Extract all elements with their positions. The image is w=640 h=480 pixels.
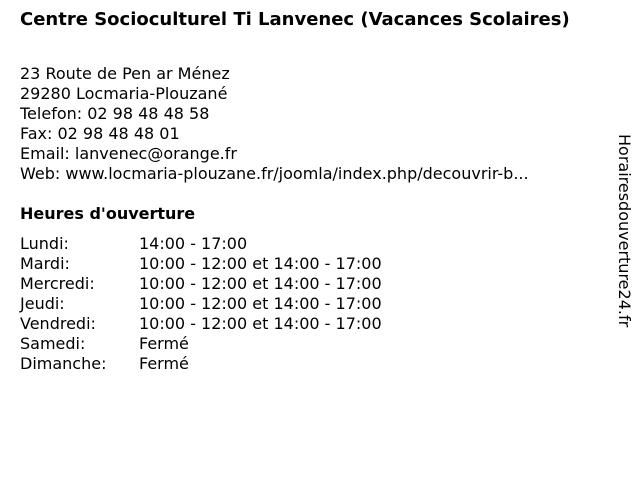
contact-block [20,64,600,184]
site-watermark-label: Horairesdouverture24.fr [615,134,634,328]
time-value: Fermé [139,354,189,373]
hours-row-friday [20,314,382,334]
time-value: 10:00 - 12:00 et 14:00 - 17:00 [139,274,382,293]
time-value: 10:00 - 12:00 et 14:00 - 17:00 [139,294,382,313]
hours-row-monday [20,234,382,254]
phone-line: Telefon: 02 98 48 48 58 [20,104,210,123]
day-label: Samedi: [20,334,86,353]
hours-row-sunday [20,354,382,374]
day-label: Jeudi: [20,294,65,313]
day-label: Lundi: [20,234,69,253]
hours-row-tuesday [20,254,382,274]
day-label: Vendredi: [20,314,96,333]
email-line: Email: lanvenec@orange.fr [20,144,237,163]
time-value: 10:00 - 12:00 et 14:00 - 17:00 [139,314,382,333]
hours-row-saturday [20,334,382,354]
hours-table [20,234,382,374]
hours-row-thursday [20,294,382,314]
fax-line: Fax: 02 98 48 48 01 [20,124,180,143]
day-label: Mercredi: [20,274,95,293]
time-value: 14:00 - 17:00 [139,234,248,253]
address-line-1: 23 Route de Pen ar Ménez [20,64,230,83]
address-line-2: 29280 Locmaria-Plouzané [20,84,228,103]
day-label: Mardi: [20,254,70,273]
page-title: Centre Socioculturel Ti Lanvenec (Vacances Scolaires) [20,9,570,30]
web-line: Web: www.locmaria-plouzane.fr/joomla/index.php/decouvrir-b... [20,164,529,183]
hours-heading: Heures d'ouverture [20,204,196,223]
time-value: 10:00 - 12:00 et 14:00 - 17:00 [139,254,382,273]
time-value: Fermé [139,334,189,353]
hours-row-wednesday [20,274,382,294]
day-label: Dimanche: [20,354,107,373]
